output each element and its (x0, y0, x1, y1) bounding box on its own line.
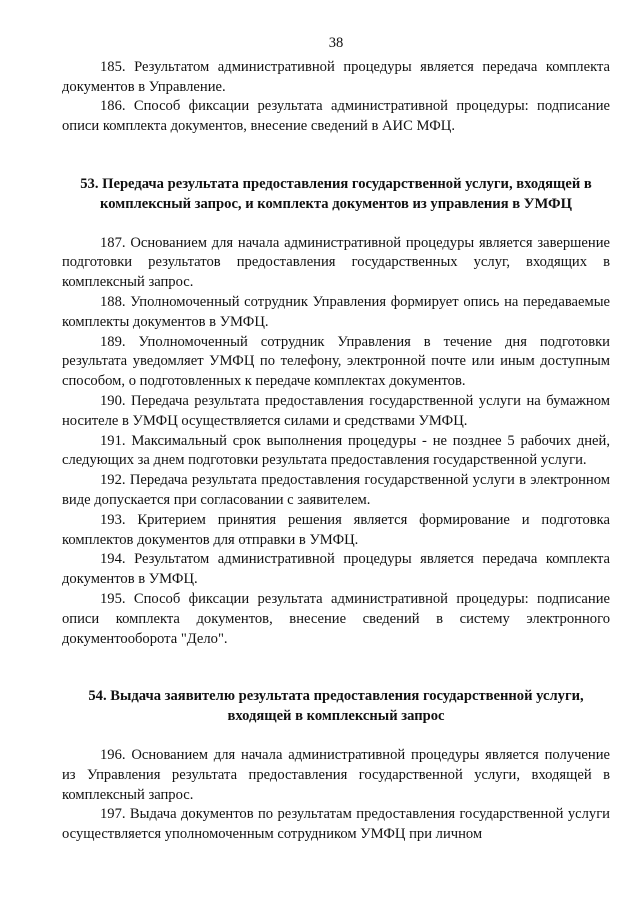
paragraph-191: 191. Максимальный срок выполнения процедуры - не позднее 5 рабочих дней, следующих за днем подготовки результата предоставления государственной услуги. (62, 432, 610, 469)
paragraph-188: 188. Уполномоченный сотрудник Управления формирует опись на передаваемые комплекты документов в УМФЦ. (62, 293, 610, 330)
paragraph-192: 192. Передача результата предоставления государственной услуги в электронном виде допускается при согласовании с заявителем. (62, 472, 610, 508)
paragraph-196: 196. Основанием для начала административной процедуры является получение из Управления результата предоставления государственной услуги, входящей в комплексный запрос. (62, 746, 610, 803)
document-page (62, 34, 610, 845)
spacer (62, 727, 610, 746)
paragraph-186: 186. Способ фиксации результата административной процедуры: подписание описи комплекта документов, внесение сведений в АИС МФЦ. (62, 98, 610, 135)
section-heading-54: 54. Выдача заявителю результата предоставления государственной услуги, входящей в комплексный запрос (88, 688, 584, 725)
paragraph-185: 185. Результатом административной процедуры является передача комплекта документов в Управление. (62, 58, 610, 95)
spacer (62, 215, 610, 234)
paragraph-193: 193. Критерием принятия решения является формирование и подготовка комплектов документов для отправки в УМФЦ. (62, 511, 610, 548)
section-heading-53: 53. Передача результата предоставления государственной услуги, входящей в комплексный запрос, и комплекта документов из управления в УМФЦ (80, 175, 592, 212)
paragraph-187: 187. Основанием для начала административной процедуры является завершение подготовки результатов предоставления государственных услуг, входящих в комплексный запрос. (62, 234, 610, 291)
paragraph-190: 190. Передача результата предоставления государственной услуги на бумажном носителе в УМФЦ осуществляется силами и средствами УМФЦ. (62, 392, 610, 429)
page-number: 38 (328, 35, 344, 51)
paragraph-195: 195. Способ фиксации результата административной процедуры: подписание описи комплекта документов, внесение сведений в систему электронного документооборота "Дело". (62, 590, 610, 647)
paragraph-197: 197. Выдача документов по результатам предоставления государственной услуги осуществляется уполномоченным сотрудником УМФЦ при личном (62, 806, 610, 843)
spacer (62, 649, 610, 687)
paragraph-189: 189. Уполномоченный сотрудник Управления в течение дня подготовки результата уведомляет УМФЦ по телефону, электронной почте или иным доступным способом, о подготовленных к передаче комплектах документов. (62, 333, 610, 390)
paragraph-194: 194. Результатом административной процедуры является передача комплекта документов в УМФЦ. (62, 551, 610, 588)
spacer (62, 137, 610, 175)
